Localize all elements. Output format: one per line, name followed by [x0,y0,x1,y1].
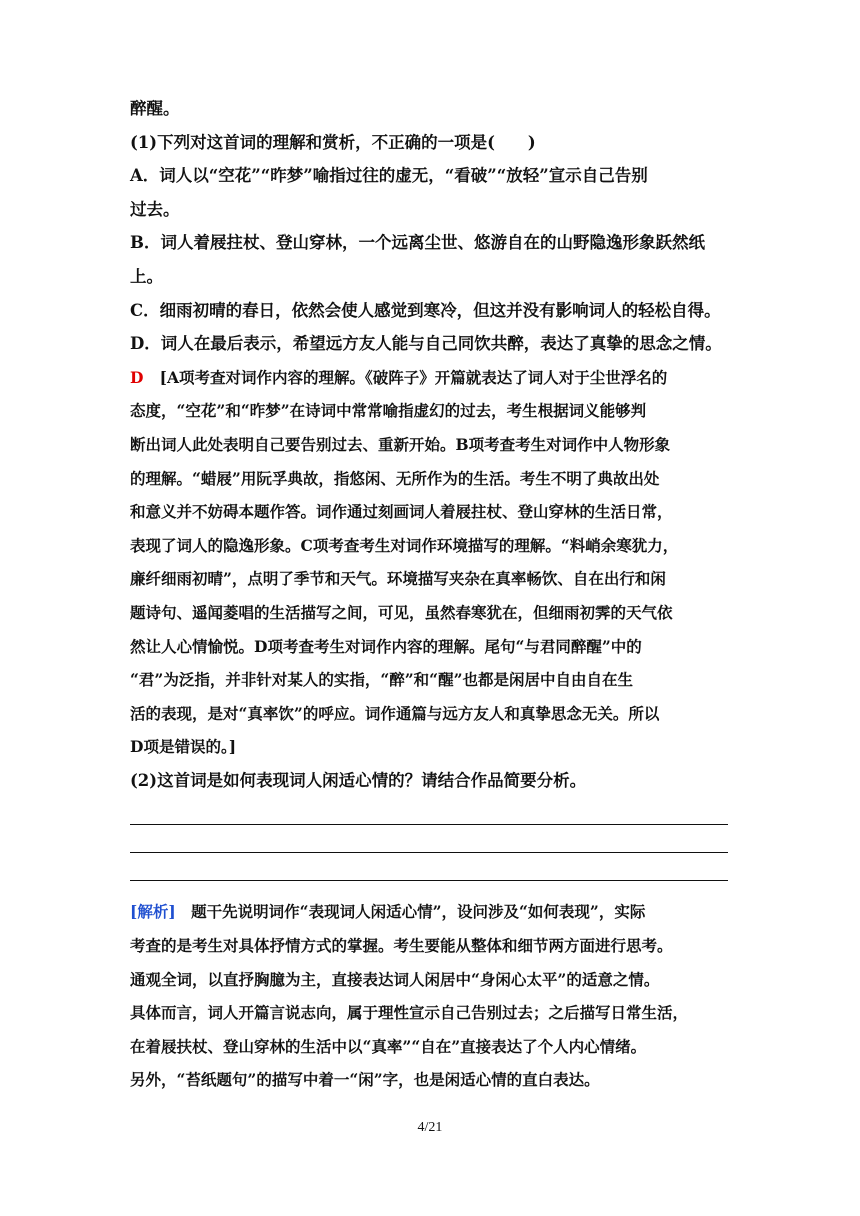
spacer [130,881,734,895]
option-a-cont: 过去。 [130,199,180,219]
option-b-cont: 上。 [130,266,163,286]
answer-explanation-line: [A项考查对词作内容的理解。《破阵子》开篇就表达了词人对于尘世浮名的 [159,367,668,387]
continued-line: 醉醒。 [130,99,180,118]
page-number: 4/21 [417,1120,443,1135]
answer-explanation-line: D项是错误的。] [130,737,237,757]
answer-blank-line [130,797,728,825]
answer-letter: D [130,367,144,387]
document-body [130,92,734,1097]
answer-explanation-line: 的理解。“蜡屐”用阮孚典故，指悠闲、无所作为的生活。考生不明了典故出处 [130,468,660,488]
option-d: D．词人在最后表示，希望远方友人能与自己同饮共醉，表达了真挚的思念之情。 [130,334,722,354]
analysis-label: [解析] [130,902,176,922]
analysis-line [130,895,734,929]
answer-explanation-line: 活的表现，是对“真率饮”的呼应。词作通篇与远方友人和真挚思念无关。所以 [130,703,660,723]
answer-explanation-line: 廉纤细雨初晴”，点明了季节和天气。环境描写夹杂在真率畅饮、自在出行和闲 [130,569,666,589]
answer-1-line [130,361,734,395]
question-2-stem: (2)这首词是如何表现词人闲适心情的？请结合作品简要分析。 [130,770,587,790]
answer-blank-line [130,825,728,853]
answer-explanation-line: 题诗句、遥闻菱唱的生活描写之间，可见，虽然春寒犹在，但细雨初霁的天气依 [130,602,673,622]
analysis-text-line: 题干先说明词作“表现词人闲适心情”，设问涉及“如何表现”，实际 [175,902,646,922]
answer-explanation-line: “君”为泛指，并非针对某人的实指，“醉”和“醒”也都是闲居中自由自在生 [130,670,633,690]
answer-explanation-line: 然让人心情愉悦。D项考查考生对词作内容的理解。尾句“与君同醉醒”中的 [130,636,642,656]
answer-blank-line [130,853,728,881]
analysis-text-line: 考查的是考生对具体抒情方式的掌握。考生要能从整体和细节两方面进行思考。 [130,936,673,956]
analysis-text-line: 具体而言，词人开篇言说志向，属于理性宣示自己告别过去；之后描写日常生活， [130,1003,689,1023]
question-1-stem: (1)下列对这首词的理解和赏析，不正确的一项是( ) [130,132,536,152]
option-c: C．细雨初晴的春日，依然会使人感觉到寒冷，但这并没有影响词人的轻松自得。 [130,300,721,320]
option-a: A．词人以“空花”“昨梦”喻指过往的虚无，“看破”“放轻”宣示自己告别 [130,166,648,186]
answer-explanation-line: 断出词人此处表明自己要告别过去、重新开始。B项考查考生对词作中人物形象 [130,434,671,454]
analysis-text-line: 另外，“苔纸题句”的描写中着一“闲”字，也是闲适心情的直白表达。 [130,1070,600,1090]
analysis-text-line: 通观全词，以直抒胸臆为主，直接表达词人闲居中“身闲心太平”的适意之情。 [130,969,660,989]
option-b: B．词人着屐拄杖、登山穿林，一个远离尘世、悠游自在的山野隐逸形象跃然纸 [130,233,705,253]
answer-explanation-line: 表现了词人的隐逸形象。C项考查考生对词作环境描写的理解。“料峭余寒犹力， [130,535,679,555]
answer-explanation-line: 态度，“空花”和“昨梦”在诗词中常常喻指虚幻的过去，考生根据词义能够判 [130,401,647,421]
answer-explanation-line: 和意义并不妨碍本题作答。词作通过刻画词人着屐拄杖、登山穿林的生活日常， [130,502,673,522]
analysis-text-line: 在着屐扶杖、登山穿林的生活中以“真率”“自在”直接表达了个人内心情绪。 [130,1036,647,1056]
